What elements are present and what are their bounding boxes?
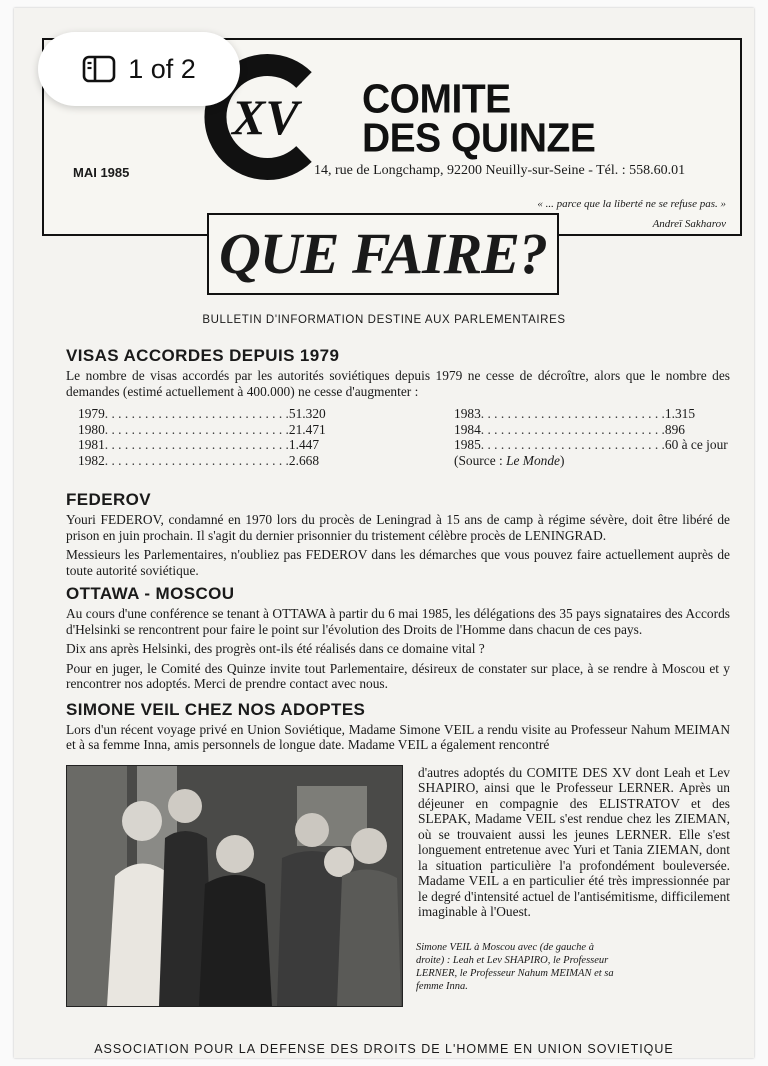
visa-stat-row — [78, 406, 326, 422]
visa-count: 896 — [664, 421, 685, 437]
ottawa-paragraph-2: Dix ans après Helsinki, des progrès ont-ils été réalisés dans ce domaine vital ? — [66, 641, 485, 656]
visa-count: 51.320 — [288, 406, 326, 421]
visa-stat-row — [78, 421, 326, 438]
visa-year: 1985 — [454, 437, 481, 452]
ottawa-paragraph-3: Pour en juger, le Comité des Quinze invite tout Parlementaire, désireux de constater sur place, à se rendre à Moscou et y rencontrer nos adoptés. Merci de prendre contact avec nous. — [66, 660, 730, 691]
federov-heading: FEDEROV — [66, 490, 151, 509]
veil-side-text: d'autres adoptés du COMITE DES XV dont Leah et Lev SHAPIRO, ainsi que le Professeur LERNER. Après un déjeuner en compagnie des ELISTRATOV et des SLEPAK, Madame VEIL s'est rendue chez les ZIEMAN, où se trouvaient aussi les jeunes LERNER. Elle s'est longuement entretenue avec Yuri et Tania ZIEMAN, dont la situation particulière l'a profondément bouleversée. Madame VEIL a en particulier été très impressionnée par le degré d'intensité actuel de l'antisémitisme, difficilement imaginable à l'Ouest. — [418, 764, 730, 919]
visas-intro: Le nombre de visas accordés par les autorités soviétiques depuis 1979 ne cesse de décroître, alors que le nombre des demandes (estimé actuellement à 400.000) ne cesse d'augmenter : — [66, 368, 730, 399]
visa-source: (Source : Le Monde) — [454, 452, 565, 468]
article-body — [66, 344, 730, 1025]
visa-stats-right-column — [454, 406, 728, 468]
sakharov-quote: « ... parce que la liberté ne se refuse pas. » Andreï Sakharov — [537, 198, 726, 230]
visa-stat-row — [454, 406, 696, 422]
page-indicator-badge[interactable] — [38, 32, 240, 106]
veil-intro: Lors d'un récent voyage privé en Union Soviétique, Madame Simone VEIL a rendu visite au Professeur Nahum MEIMAN et à sa femme Inna, amis personnels de longue date. Madame VEIL a également rencontré — [66, 721, 730, 752]
visa-year: 1984 — [454, 421, 481, 437]
dot-leader: . . . . . . . . . . . . . . . . . . . . . . . . . . . . — [104, 452, 289, 468]
photo-caption: Simone VEIL à Moscou avec (de gauche à droite) : Leah et Lev SHAPIRO, le Professeur LERNER, le Professeur Nahum MEIMAN et sa femme Inna. — [416, 941, 614, 992]
ottawa-heading: OTTAWA - MOSCOU — [66, 584, 235, 603]
visa-count: 1.447 — [288, 437, 320, 452]
visa-stat-row — [78, 437, 320, 453]
ottawa-paragraph-1: Au cours d'une conférence se tenant à OTTAWA à partir du 6 mai 1985, les délégations des 35 pays signataires des Accords d'Helsinki se rencontrent pour faire le point sur l'évolution des Droits de l'Homme dans chacun de ces pays. — [66, 606, 730, 637]
visa-year: 1979 — [78, 406, 105, 421]
veil-heading: SIMONE VEIL CHEZ NOS ADOPTES — [66, 699, 366, 719]
organization-name: COMITE DES QUINZE — [362, 77, 596, 161]
document-page — [14, 8, 754, 1058]
visa-year: 1983 — [454, 406, 481, 421]
bulletin-title: QUE FAIRE? — [219, 221, 547, 286]
group-photo — [66, 765, 403, 1007]
visa-count: 21.471 — [288, 421, 326, 437]
visa-stat-row — [454, 437, 728, 453]
visa-year: 1980 — [78, 421, 105, 437]
dot-leader: . . . . . . . . . . . . . . . . . . . . . . . . . . . . — [104, 421, 289, 437]
dot-leader: . . . . . . . . . . . . . . . . . . . . . . . . . . . . — [480, 406, 665, 421]
issue-date: MAI 1985 — [73, 165, 130, 180]
dot-leader: . . . . . . . . . . . . . . . . . . . . . . . . . . . . — [104, 437, 289, 452]
visa-count: 1.315 — [664, 406, 696, 421]
visa-statistics — [66, 406, 730, 488]
dot-leader: . . . . . . . . . . . . . . . . . . . . . . . . . . . . — [104, 406, 289, 421]
address-line: 14, rue de Longchamp, 92200 Neuilly-sur-Seine - Tél. : 558.60.01 — [314, 163, 686, 178]
bulletin-title-box — [207, 213, 559, 295]
bulletin-subtitle: BULLETIN D'INFORMATION DESTINE AUX PARLEMENTAIRES — [202, 314, 566, 326]
federov-paragraph-1: Youri FEDEROV, condamné en 1970 lors du procès de Leningrad à 15 ans de camp à régime sévère, doit être libéré de prison en juin prochain. Il s'agit du dernier prisonnier du tristement célèbre procès de LENINGRAD. — [66, 512, 730, 543]
federov-paragraph-2: Messieurs les Parlementaires, n'oubliez pas FEDEROV dans les démarches que vous pouvez faire actuellement auprès de toute autorité soviétique. — [66, 547, 730, 578]
visa-stat-row — [78, 452, 320, 469]
visa-count: 2.668 — [288, 452, 320, 468]
visa-stat-row — [454, 421, 685, 438]
visas-heading: VISAS ACCORDES DEPUIS 1979 — [66, 346, 340, 365]
association-footer: ASSOCIATION POUR LA DEFENSE DES DROITS DE L'HOMME EN UNION SOVIETIQUE — [94, 1042, 674, 1056]
visa-year: 1982 — [78, 452, 105, 468]
veil-photo-section — [66, 765, 730, 1025]
visa-stats-left — [78, 406, 326, 468]
dot-leader: . . . . . . . . . . . . . . . . . . . . . . . . . . . . — [480, 421, 665, 437]
page-indicator-label: 1 of 2 — [128, 53, 196, 84]
svg-text:XV: XV — [232, 89, 299, 145]
visa-stats-right — [454, 406, 728, 453]
visa-count: 60 à ce jour — [664, 437, 728, 452]
sidebar-icon — [82, 55, 116, 83]
dot-leader: . . . . . . . . . . . . . . . . . . . . . . . . . . . . — [480, 437, 665, 452]
visa-year: 1981 — [78, 437, 105, 452]
